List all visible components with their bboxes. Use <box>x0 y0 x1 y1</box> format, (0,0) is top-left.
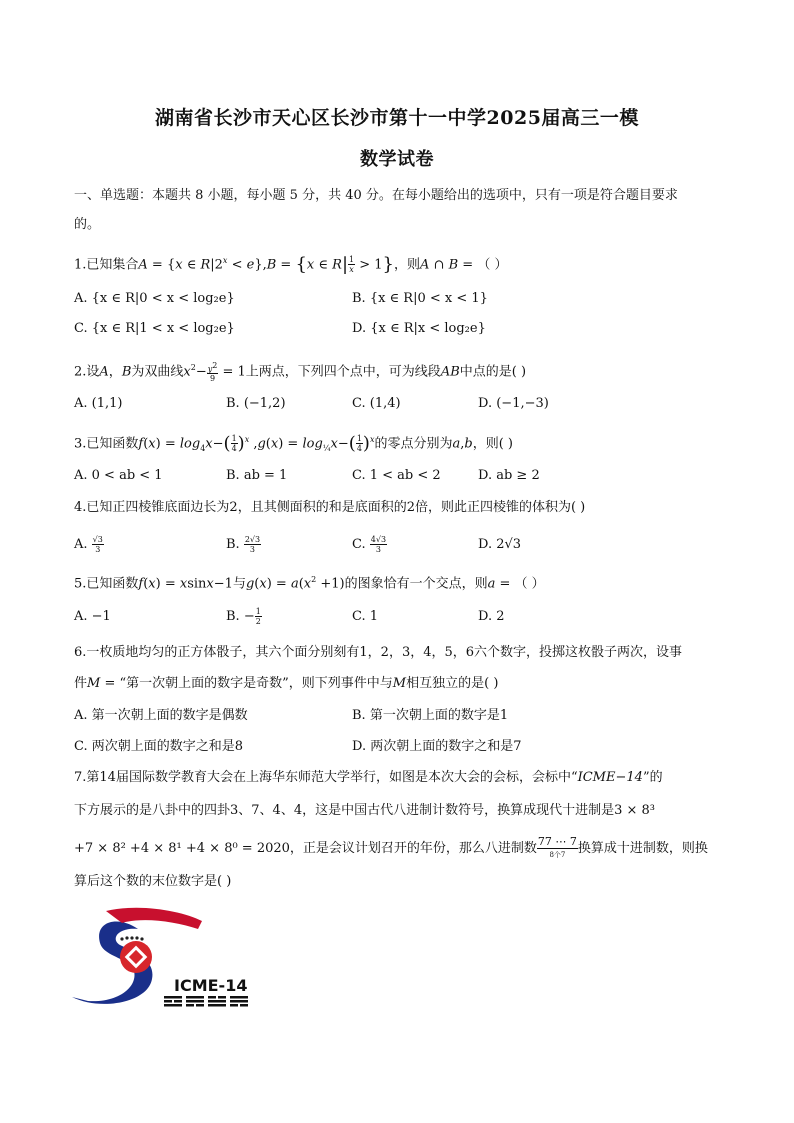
q1-options-row2 <box>74 319 734 339</box>
question-7-cont2: +7 × 8² +4 × 8¹ +4 × 8⁰ = 2020，正是会议计划召开的年份，那么八进制数 $\frac{77 \cdots 7}{\text{8个7}}$ 换算成十进制数，则换 <box>74 835 708 859</box>
q5-option-c[interactable]: C. 1 <box>352 609 379 624</box>
q1-option-b[interactable]: B. {x ∈ R|0 < x < 1} <box>352 291 488 306</box>
icme-14-logo <box>70 905 260 1015</box>
q2-option-a[interactable]: A. (1,1) <box>74 396 123 411</box>
icme-logo-text: ICME-14 <box>174 976 248 995</box>
q2-option-b[interactable]: B. (−1,2) <box>226 396 286 411</box>
q2-options <box>74 394 734 414</box>
q5-option-d[interactable]: D. 2 <box>478 609 505 624</box>
q5-options <box>74 607 734 627</box>
page-subtitle: 数学试卷 <box>360 149 434 170</box>
q5-option-b[interactable]: B. − $\frac{1}{2}$ <box>226 607 261 626</box>
q3-option-d[interactable]: D. ab ≥ 2 <box>478 468 540 483</box>
question-3: 3.已知函数$f(x) = \log_4x-$( $\frac{1}{4}$ )$^x$ $,g(x) = \log_{\frac{1}{4}}x-$( $\frac{1}{4}$ )$^x$的零点分别为a,b，则( ) <box>74 432 513 454</box>
q4-option-d[interactable]: D. 2√3 <box>478 537 522 552</box>
q3-option-a[interactable]: A. 0 < ab < 1 <box>74 468 163 483</box>
question-2: 2.设A，B为双曲线$x^2-$ $\frac{y^2}{9}$ = 1上两点，下列四个点中，可为线段AB中点的是( ) <box>74 360 527 384</box>
q4-option-c[interactable]: C. $\frac{4√3}{3}$ <box>352 535 387 554</box>
q1-option-d[interactable]: D. {x ∈ R|x < log₂e} <box>352 321 486 336</box>
q6-options-row1 <box>74 706 734 726</box>
section-intro: 一、单选题：本题共 8 小题，每小题 5 分，共 40 分。在每小题给出的选项中，只有一项是符合题目要求 <box>74 188 678 203</box>
q3-option-c[interactable]: C. 1 < ab < 2 <box>352 468 441 483</box>
q1-mid: ，则 <box>394 257 421 273</box>
q3-options <box>74 466 734 486</box>
question-7-cont1: 下方展示的是八卦中的四卦3、7、4、4，这是中国古代八进制计数符号，换算成现代十进制是3 × 8³ <box>74 803 655 818</box>
q6-option-b[interactable]: B. 第一次朝上面的数字是1 <box>352 708 509 723</box>
q1-suffix: （ ） <box>477 257 508 273</box>
q4-option-a[interactable]: A. $\frac{√3}{3}$ <box>74 535 103 554</box>
q2-option-d[interactable]: D. (−1,−3) <box>478 396 549 411</box>
q6-option-c[interactable]: C. 两次朝上面的数字之和是8 <box>74 739 244 754</box>
q5-option-a[interactable]: A. −1 <box>74 609 111 624</box>
question-6-cont: 件M = “第一次朝上面的数字是奇数”，则下列事件中与M相互独立的是( ) <box>74 676 499 691</box>
bagua-symbols <box>164 996 248 1007</box>
q4-options <box>74 535 734 555</box>
q1-set-a: A <box>138 257 148 273</box>
q6-option-d[interactable]: D. 两次朝上面的数字之和是7 <box>352 739 522 754</box>
q1-prefix: 1.已知集合 <box>74 257 139 273</box>
q2-option-c[interactable]: C. (1,4) <box>352 396 401 411</box>
q3-option-b[interactable]: B. ab = 1 <box>226 468 288 483</box>
section-intro-cont: 的。 <box>74 217 101 232</box>
question-7-cont3: 算后这个数的末位数字是( ) <box>74 874 232 889</box>
question-5: 5.已知函数f(x) = xsinx−1与$g(x) = a(x^2 +1)$的图象恰有一个交点，则a = （ ） <box>74 575 545 592</box>
question-1: 1.已知集合A = {x ∈ $R|2^x < e\},B = \{x$ ∈ R| $\frac{1}{x}$ > 1}，则A ∩ B = （ ） <box>74 253 508 275</box>
q1-option-c[interactable]: C. {x ∈ R|1 < x < log₂e} <box>74 321 235 336</box>
q1-option-a[interactable]: A. {x ∈ R|0 < x < log₂e} <box>74 291 235 306</box>
icme-logo-graphic <box>70 905 260 1015</box>
question-4: 4.已知正四棱锥底面边长为2，且其侧面积的和是底面积的2倍，则此正四棱锥的体积为( ) <box>74 500 586 515</box>
q6-option-a[interactable]: A. 第一次朝上面的数字是偶数 <box>74 708 248 723</box>
question-7: 7.第14届国际数学教育大会在上海华东师范大学举行，如图是本次大会的会标，会标中“ICME−14”的 <box>74 770 663 785</box>
q6-options-row2 <box>74 737 734 757</box>
q4-option-b[interactable]: B. $\frac{2√3}{3}$ <box>226 535 261 554</box>
page-title: 湖南省长沙市天心区长沙市第十一中学2025届高三一模 <box>155 107 639 129</box>
question-6: 6.一枚质地均匀的正方体骰子，其六个面分别刻有1，2，3，4，5，6六个数字，投掷这枚骰子两次，设事 <box>74 645 683 660</box>
q1-options-row1 <box>74 289 734 309</box>
